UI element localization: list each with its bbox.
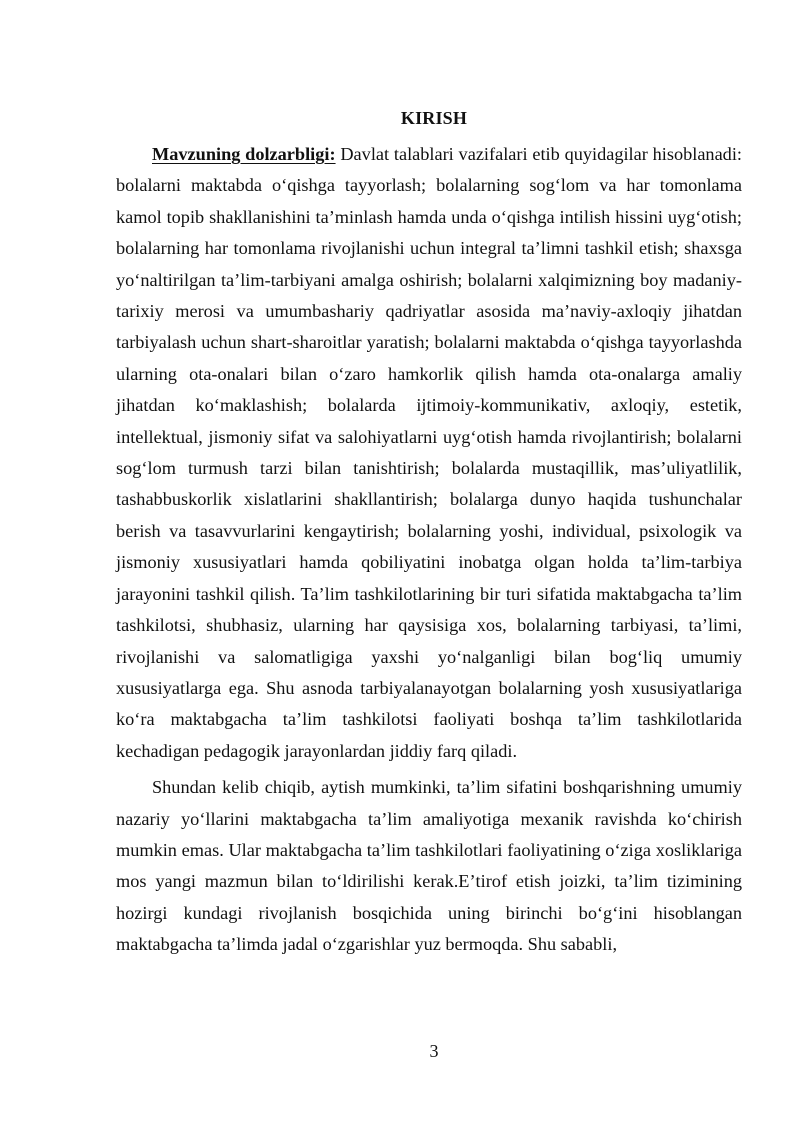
body-text [116,139,742,961]
section-heading: KIRISH [400,108,468,128]
paragraph-conclusion: Shundan kelib chiqib, aytish mumkinki, taʼlim sifatini boshqarishning umumiy nazariy yoʻllarini maktabgacha taʼlim amaliyotiga mexanik ravishda koʻchirish mumkin emas. Ular maktabgacha taʼlim tashkilotlari faoliyatining oʻziga xosliklariga mos yangi mazmun bilan toʻldirilishi kerak.Eʼtirof etish joizki, taʼlim tizimining hozirgi kundagi rivojlanish bosqichida uning birinchi boʻgʻini hisoblangan maktabgacha taʼlimda jadal oʻzgarishlar yuz bermoqda. Shu sababli, [116,777,742,955]
paragraph-lead: Mavzuning dolzarbligi: [152,144,336,164]
paragraph-relevance-text: Davlat talablari vazifalari etib quyidagilar hisoblanadi: bolalarni maktabda oʻqishga tayyorlash; bolalarning sogʻlom va har tomonlama kamol topib shakllanishini taʼminlash hamda unda oʻqishga intilish hissini uygʻotish; bolalarning har tomonlama rivojlanishi uchun integral taʼlimni tashkil etish; shaxsga yoʻnaltirilgan taʼlim-tarbiyani amalga oshirish; bolalarni xalqimizning boy madaniy-tarixiy merosi va umumbashariy qadriyatlar asosida maʼnaviy-axloqiy jihatdan tarbiyalash uchun shart-sharoitlar yaratish; bolalarni maktabda oʻqishga tayyorlashda ularning ota-onalari bilan oʻzaro hamkorlik qilish hamda ota-onalarga amaliy jihatdan koʻmaklashish; bolalarda ijtimoiy-kommunikativ, axloqiy, estetik, intellektual, jismoniy sifat va salohiyatlarni uygʻotish hamda rivojlantirish; bolalarni sogʻlom turmush tarzi bilan tanishtirish; bolalarda mustaqillik, masʼuliyatlilik, tashabbuskorlik xislatlarini shakllantirish; bolalarga dunyo haqida tushunchalar berish va tasavvurlarini kengaytirish; bolalarning yoshi, individual, psixologik va jismoniy xususiyatlari hamda qobiliyatini inobatga olgan holda taʼlim-tarbiya jarayonini tashkil qilish. Taʼlim tashkilotlarining bir turi sifatida maktabgacha taʼlim tashkilotsi, shubhasiz, ularning har qaysisiga xos, bolalarning tarbiyasi, taʼlimi, rivojlanishi va salomatligiga yaxshi yoʻnalganligi bilan bogʻliq umumiy xususiyatlarga ega. Shu asnoda tarbiyalanayotgan bolalarning yosh xususiyatlariga koʻra maktabgacha taʼlim tashkilotsi faoliyati boshqa taʼlim tashkilotlarida kechadigan pedagogik jarayonlardan jiddiy farq qiladi. [116,144,742,761]
paragraph-relevance [116,139,742,767]
page-number: 3 [429,1041,439,1061]
